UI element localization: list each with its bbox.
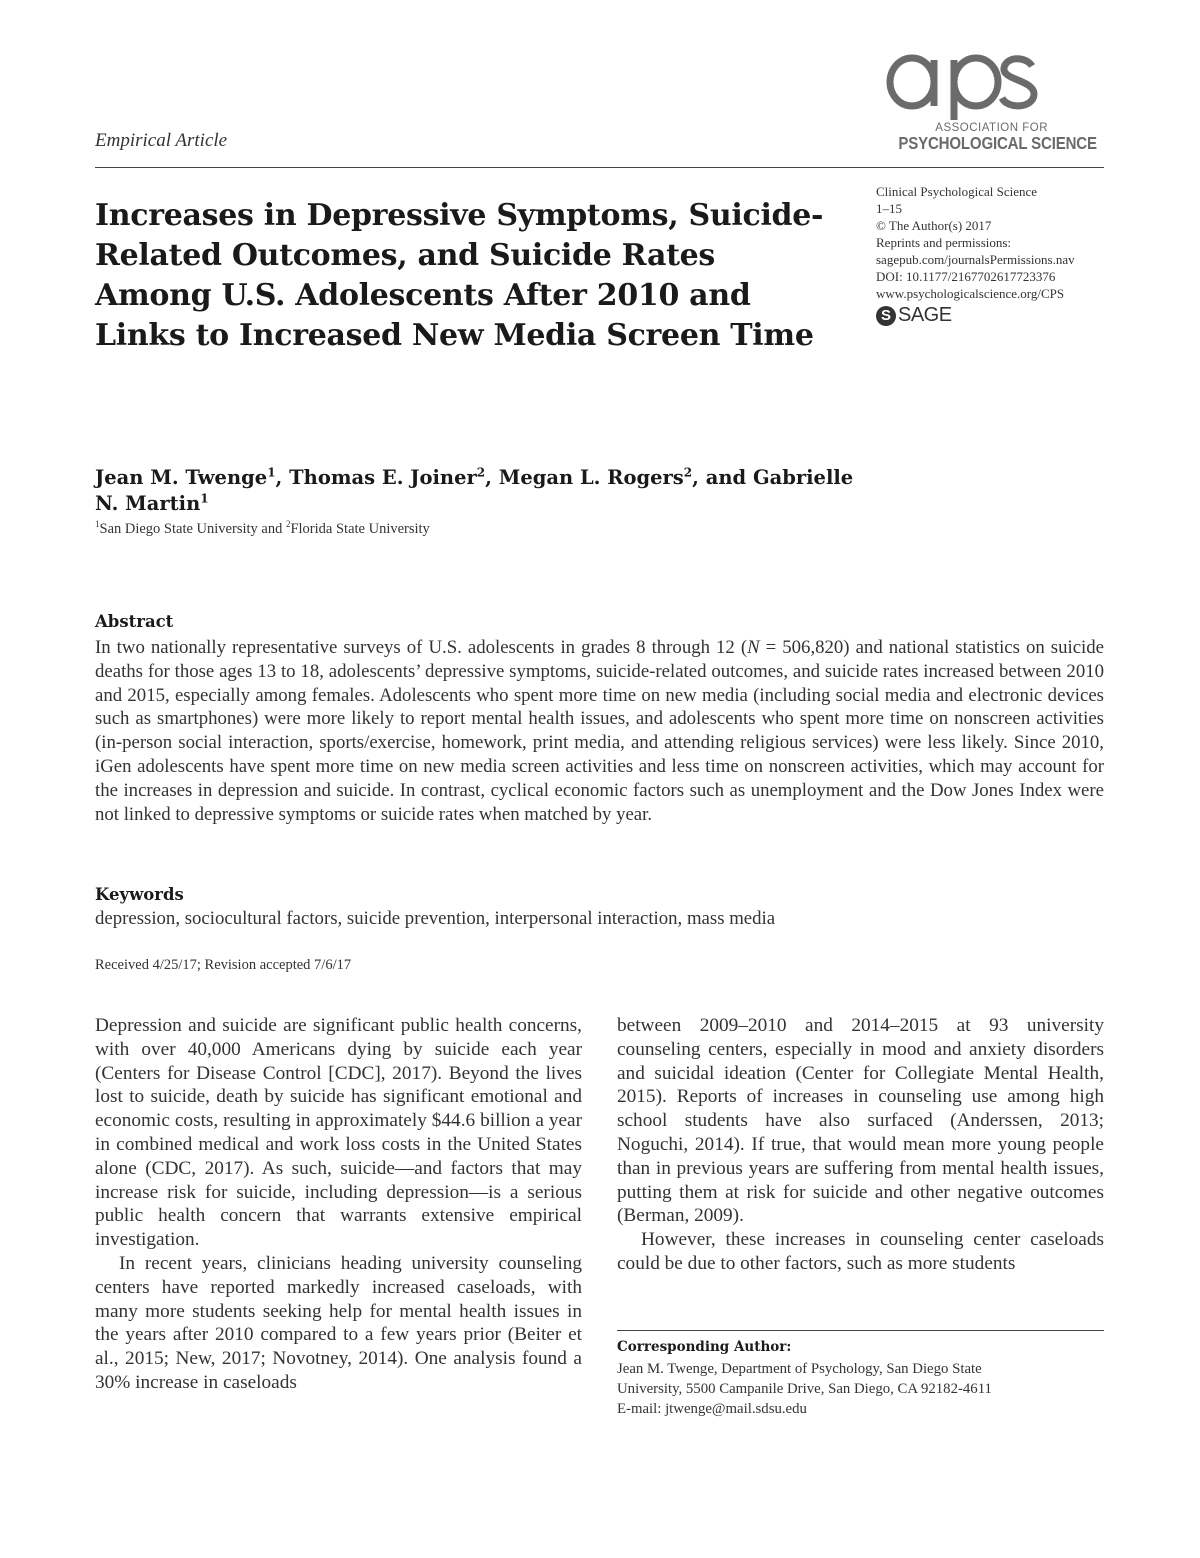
- corresponding-email[interactable]: E-mail: jtwenge@mail.sdsu.edu: [617, 1401, 807, 1417]
- abstract-n-symbol: N: [747, 637, 760, 658]
- sage-text: SAGE: [898, 304, 952, 326]
- logo-association-text: ASSOCIATION FOR: [935, 122, 1048, 134]
- copyright: © The Author(s) 2017: [876, 218, 992, 233]
- abstract-part: = 506,820) and national statistics on suicide deaths for those ages 13 to 18, adolescents’ depressive symptoms, suicide-related outcomes, and suicide rates increased between 2010 and 2015, especially among females. Adolescents who spent more time on new media (including social media and electronic devices such as smartphones) were more likely to report mental health issues, and adolescents who spent more time on nonscreen activities (in-person social interaction, sports/exercise, homework, print media, and attending religious services) were less likely. Since 2010, iGen adolescents have spent more time on new media screen activities and less time on nonscreen activities, which may account for the increases in depression and suicide. In contrast, cyclical economic factors such as unemployment and the Dow Jones Index were not linked to depressive symptoms or suicide rates when matched by year.: [95, 637, 1104, 825]
- author-name: , Thomas E. Joiner: [275, 466, 477, 489]
- sage-icon: S: [876, 306, 896, 326]
- journal-website[interactable]: www.psychologicalscience.org/CPS: [876, 286, 1065, 301]
- corresponding-line: Jean M. Twenge, Department of Psychology, San Diego State: [617, 1361, 982, 1377]
- reprints-label: Reprints and permissions:: [876, 235, 1012, 250]
- author-affil-sup: 1: [200, 491, 209, 506]
- journal-info: [876, 183, 1075, 302]
- corresponding-heading: Corresponding Author:: [617, 1339, 792, 1355]
- article-type-label: Empirical Article: [95, 130, 228, 151]
- body-paragraph: In recent years, clinicians heading university counseling centers have reported markedly increased caseloads, with many more students seeking help for mental health issues in the years after 2010 compared to a few years prior (Beiter et al., 2015; New, 2017; Novotney, 2014). One analysis found a 30% increase in caseloads: [95, 1252, 582, 1393]
- aps-logo-mark: [874, 40, 1048, 120]
- abstract-heading: Abstract: [95, 612, 174, 631]
- corresponding-divider: [617, 1330, 1104, 1331]
- author-name: , Megan L. Rogers: [485, 466, 684, 489]
- doi[interactable]: DOI: 10.1177/2167702617723376: [876, 269, 1056, 284]
- body-paragraph: However, these increases in counseling center caseloads could be due to other factors, such as more students: [617, 1229, 1104, 1274]
- article-title: Increases in Depressive Symptoms, Suicide-Related Outcomes, and Suicide Rates Among U.S. Adolescents After 2010 and Links to Increased New Media Screen Time: [95, 198, 824, 353]
- keywords-text: depression, sociocultural factors, suicide prevention, interpersonal interaction, mass media: [95, 908, 776, 929]
- body-column-left: [95, 1014, 582, 1395]
- author-affil-sup: 2: [683, 465, 693, 480]
- author-name: , and Gabrielle N. Martin: [95, 466, 854, 515]
- affil-sup: 1: [95, 519, 100, 530]
- corresponding-details: [617, 1359, 1104, 1419]
- author-name: Jean M. Twenge: [95, 466, 268, 489]
- journal-name: Clinical Psychological Science: [876, 184, 1038, 199]
- corresponding-line: University, 5500 Campanile Drive, San Diego, CA 92182-4611: [617, 1381, 992, 1397]
- keywords-heading: Keywords: [95, 885, 184, 904]
- affil-text: Florida State University: [290, 521, 430, 537]
- received-dates: Received 4/25/17; Revision accepted 7/6/17: [95, 957, 352, 973]
- body-paragraph: between 2009–2010 and 2014–2015 at 93 university counseling centers, especially in mood and anxiety disorders and suicidal ideation (Center for Collegiate Mental Health, 2015). Reports of increases in counseling use among high school students have also surfaced (Anderssen, 2013; Noguchi, 2014). If true, that would mean more young people than in previous years are suffering from mental health issues, putting them at risk for suicide and other negative outcomes (Berman, 2009).: [617, 1015, 1104, 1227]
- author-list: [95, 465, 855, 517]
- reprints-link[interactable]: sagepub.com/journalsPermissions.nav: [876, 252, 1075, 267]
- abstract-text: [95, 636, 1104, 826]
- aps-logo: [874, 40, 1097, 153]
- logo-psych-science-text: PSYCHOLOGICAL SCIENCE: [898, 133, 1097, 153]
- affiliations: [95, 521, 430, 538]
- abstract-part: In two nationally representative surveys of U.S. adolescents in grades 8 through 12 (: [95, 637, 748, 658]
- body-paragraph: Depression and suicide are significant public health concerns, with over 40,000 Americans dying by suicide each year (Centers for Disease Control [CDC], 2017). Beyond the lives lost to suicide, death by suicide has significant emotional and economic costs, resulting in approximately $44.6 billion a year in combined medical and work loss costs in the United States alone (CDC, 2017). As such, suicide—and factors that may increase risk for suicide, including depression—is a serious public health concern that warrants extensive empirical investigation.: [95, 1015, 582, 1251]
- sage-logo: [876, 304, 952, 327]
- page-range: 1–15: [876, 201, 902, 216]
- header-divider: [95, 167, 1104, 168]
- affil-text: San Diego State University and: [99, 521, 286, 537]
- author-affil-sup: 2: [476, 465, 486, 480]
- body-column-right: [617, 1014, 1104, 1276]
- affil-sup: 2: [285, 519, 291, 530]
- author-affil-sup: 1: [267, 465, 276, 480]
